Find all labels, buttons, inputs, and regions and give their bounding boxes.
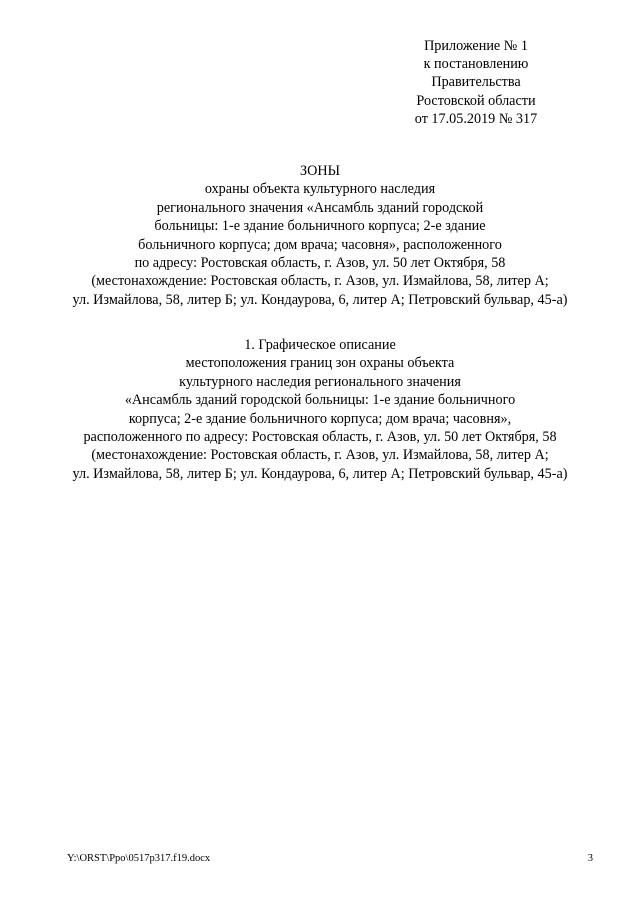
appendix-line: Приложение № 1	[424, 38, 528, 54]
appendix-line: к постановлению	[423, 56, 529, 73]
page-number: 3	[587, 853, 593, 864]
zones-title-line: ул. Измайлова, 58, литер Б; ул. Кондаурова, 6, литер А; Петровский бульвар, 45-а)	[72, 291, 568, 308]
section-1-line: ул. Измайлова, 58, литер Б; ул. Кондаурова, 6, литер А; Петровский бульвар, 45-а)	[72, 465, 568, 482]
zones-title-line: регионального значения «Ансамбль зданий городской	[156, 199, 484, 216]
section-1-line: «Ансамбль зданий городской больницы: 1-е здание больничного	[124, 392, 516, 409]
zones-title-line: охраны объекта культурного наследия	[204, 181, 436, 198]
appendix-line: Ростовской области	[416, 92, 536, 109]
file-path: Y:\ORST\Ppo\0517p317.f19.docx	[67, 853, 211, 864]
section-1-line: корпуса; 2-е здание больничного корпуса; дом врача; часовня»,	[128, 410, 512, 427]
zones-title-line: больничного корпуса; дом врача; часовня», расположенного	[138, 236, 502, 253]
zones-title	[40, 162, 600, 309]
zones-title-line: больницы: 1-е здание больничного корпуса; 2-е здание	[154, 218, 486, 235]
section-1-line: (местонахождение: Ростовская область, г. Азов, ул. Измайлова, 58, литер А;	[91, 447, 549, 464]
section-1-line: расположенного по адресу: Ростовская область, г. Азов, ул. 50 лет Октября, 58	[83, 429, 557, 446]
zones-title-line: ЗОНЫ	[300, 163, 340, 179]
zones-title-line: по адресу: Ростовская область, г. Азов, ул. 50 лет Октября, 58	[134, 255, 506, 272]
section-1-line: местоположения границ зон охраны объекта	[185, 355, 455, 372]
page-footer	[67, 853, 593, 865]
section-1-heading	[40, 336, 600, 483]
appendix-line: от 17.05.2019 № 317	[414, 110, 538, 127]
section-1-line: культурного наследия регионального значения	[179, 373, 461, 390]
appendix-header	[376, 37, 576, 128]
section-1-line: 1. Графическое описание	[244, 337, 396, 353]
appendix-line: Правительства	[431, 74, 521, 91]
zones-title-line: (местонахождение: Ростовская область, г. Азов, ул. Измайлова, 58, литер А;	[91, 273, 549, 290]
